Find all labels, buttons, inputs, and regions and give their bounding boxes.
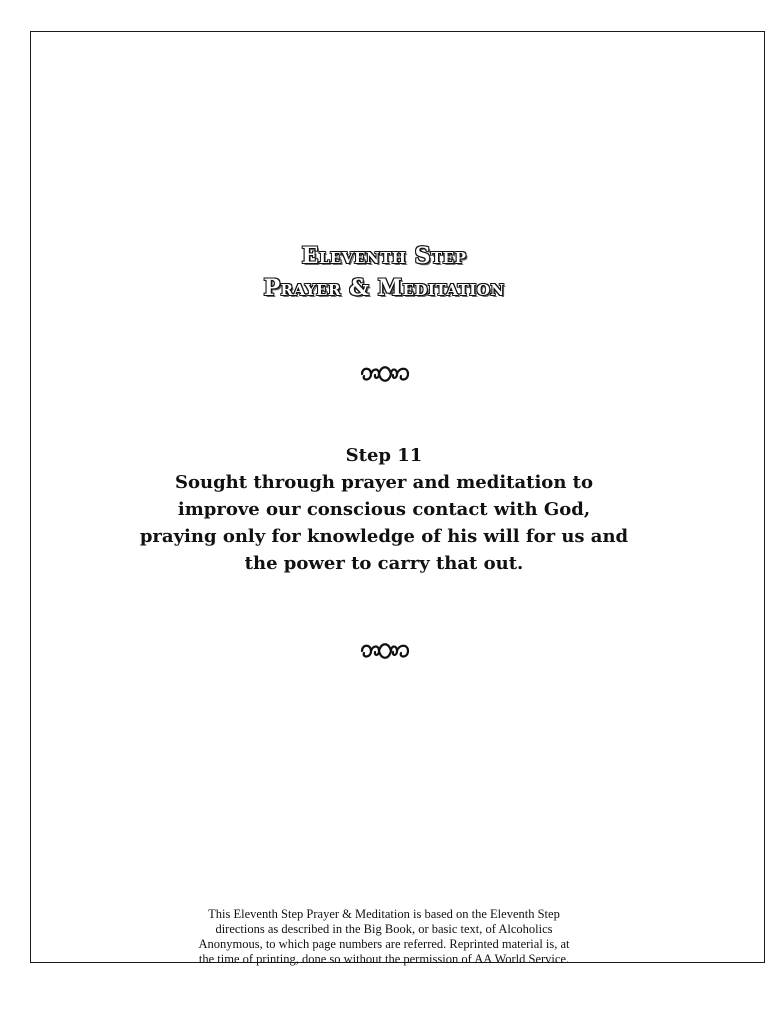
step-text-line: improve our conscious contact with God, (177, 499, 591, 520)
footer-note-line: directions as described in the Big Book, or basic text, of Alcoholics (215, 922, 553, 936)
step-text-line: the power to carry that out. (244, 553, 524, 574)
footer-note-line: This Eleventh Step Prayer & Meditation is based on the Eleventh Step (208, 907, 560, 921)
footer-note-line: the time of printing, done so without the permission of AA World Service. (198, 952, 570, 966)
step-text-line: Sought through prayer and meditation to (175, 472, 593, 493)
step-heading: Step 11 (345, 445, 423, 466)
step-text-line: praying only for knowledge of his will for us and (139, 526, 629, 547)
fleuron-ornament-icon (359, 640, 411, 662)
title-line-1: Eleventh Step (301, 243, 467, 269)
fleuron-ornament-icon (359, 363, 411, 385)
title-line-2: Prayer & Meditation (263, 275, 505, 301)
footer-note-line: Anonymous, to which page numbers are referred. Reprinted material is, at (198, 937, 570, 951)
